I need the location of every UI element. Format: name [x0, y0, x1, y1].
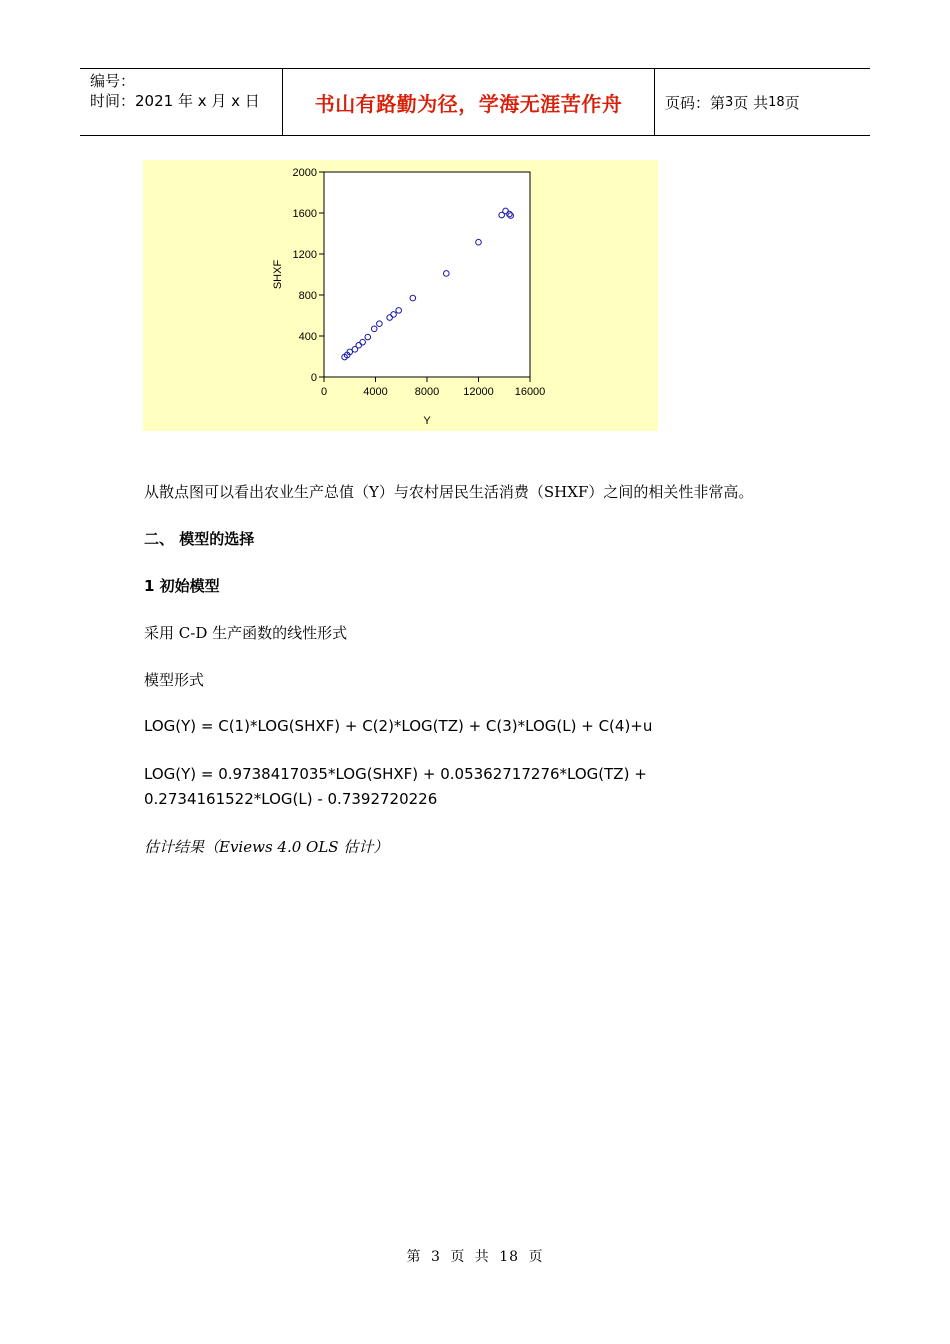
footer-word-4: 页 — [528, 1249, 544, 1265]
footer-word-2: 页 — [450, 1249, 466, 1265]
header-left-cell — [80, 69, 282, 135]
y-tick-label: 400 — [298, 331, 317, 343]
y-tick-label: 800 — [298, 290, 317, 302]
page-prefix: 页码：第 — [665, 93, 726, 112]
x-tick-label: 4000 — [363, 386, 388, 398]
paragraph-model-form-desc: 采用 C-D 生产函数的线性形式 — [144, 624, 348, 642]
x-tick-label: 12000 — [463, 386, 494, 398]
footer-word-1: 第 — [406, 1249, 422, 1265]
time-label: 时间：2021 年 x 月 x 日 — [90, 92, 260, 110]
x-tick-label: 8000 — [414, 386, 440, 398]
scatter-chart — [143, 160, 658, 431]
page-total: 18 — [768, 94, 785, 110]
y-axis-label: SHXF — [272, 259, 284, 290]
header-motto: 书山有路勤为径，学海无涯苦作舟 — [282, 69, 655, 135]
header-page-cell — [655, 69, 870, 135]
y-tick-label: 0 — [310, 372, 317, 384]
paragraph-correlation: 从散点图可以看出农业生产总值（Y）与农村居民生活消费（SHXF）之间的相关性非常高。 — [144, 483, 754, 501]
equation-estimated-line1: LOG(Y) = 0.9738417035*LOG(SHXF) + 0.05362717276*LOG(TZ) + — [144, 765, 647, 783]
page-mid: 页 共 — [733, 93, 769, 112]
x-tick-label: 0 — [320, 386, 328, 398]
paragraph-estimation-result: 估计结果（Eviews 4.0 OLS 估计） — [144, 838, 389, 856]
page-suffix: 页 — [784, 93, 800, 112]
scatter-chart-svg — [143, 160, 658, 431]
subsection-heading: 1 初始模型 — [144, 577, 220, 595]
equation-estimated-line2: 0.2734161522*LOG(L) - 0.7392720226 — [144, 790, 438, 808]
footer-page-total: 18 — [499, 1249, 520, 1265]
section-heading: 二、 模型的选择 — [144, 530, 255, 548]
header-table — [80, 68, 870, 136]
y-tick-label: 2000 — [292, 167, 317, 179]
y-tick-label: 1200 — [292, 249, 317, 261]
x-tick-label: 16000 — [514, 386, 546, 398]
page-footer — [0, 1246, 950, 1266]
footer-page-number: 3 — [430, 1249, 441, 1265]
x-axis-label: Y — [423, 415, 431, 427]
y-tick-label: 1600 — [292, 208, 317, 220]
paragraph-model-form: 模型形式 — [144, 671, 205, 689]
number-label: 编号： — [90, 72, 136, 90]
equation-general: LOG(Y) = C(1)*LOG(SHXF) + C(2)*LOG(TZ) + C(3)*LOG(L) + C(4)+u — [144, 717, 653, 735]
page-number: 3 — [725, 94, 734, 110]
footer-word-3: 共 — [474, 1249, 490, 1265]
